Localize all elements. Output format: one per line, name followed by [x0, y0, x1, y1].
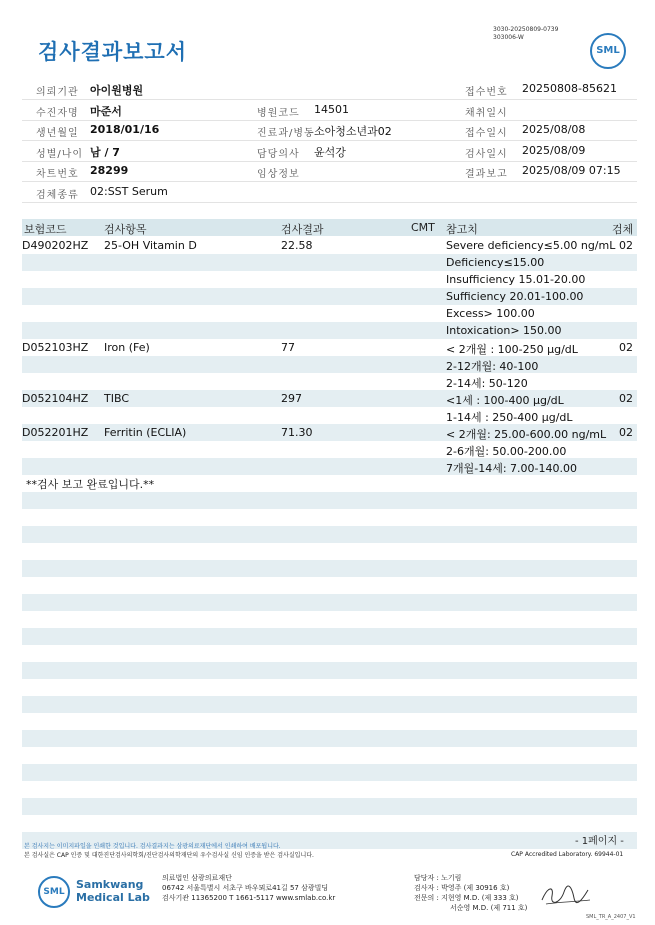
row-ref: < 2개월 : 100-250 μg/dL — [446, 343, 578, 356]
dept-label: 진료과/병동 — [257, 128, 315, 139]
sml-brand-logo: SML — [38, 876, 70, 908]
row-ref: Insufficiency 15.01-20.00 — [446, 273, 586, 286]
birth-label: 생년월일 — [36, 128, 79, 139]
info-row-2 — [22, 100, 637, 121]
form-code: SML_TR_A_2407_V1 — [586, 914, 636, 920]
table-stripe — [22, 696, 637, 713]
row-item: TIBC — [104, 392, 129, 405]
header-ref: 참고치 — [446, 223, 478, 236]
test-date-label: 검사일시 — [465, 149, 508, 160]
cap-accreditation: CAP Accredited Laboratory. 69944-01 — [511, 851, 624, 858]
chart-no-label: 차트번호 — [36, 169, 79, 180]
org-address: 06742 서울특별시 서초구 바우뫼로41길 57 삼광빌딩 — [162, 884, 329, 892]
row-specimen: 02 — [619, 239, 633, 252]
row-ref: 7개월-14세: 7.00-140.00 — [446, 462, 577, 475]
info-row-3 — [22, 120, 637, 141]
table-stripe — [22, 560, 637, 577]
table-stripe — [22, 764, 637, 781]
header-item: 검사항목 — [104, 223, 147, 236]
results-table-header — [22, 219, 637, 236]
patient-label: 수진자명 — [36, 108, 79, 119]
row-ref: Deficiency≤15.00 — [446, 256, 545, 269]
footer-note-2: 본 검사실은 CAP 인증 및 대한진단검사의학회/진단검사의학재단의 우수검사실 신임 인증을 받은 검사실입니다. — [24, 852, 314, 859]
table-stripe — [22, 492, 637, 509]
brand-name — [76, 878, 150, 904]
org-info — [162, 873, 335, 903]
institution-value: 아이원병원 — [90, 84, 144, 97]
hospital-code-value: 14501 — [314, 103, 349, 116]
completion-message: **검사 보고 완료입니다.** — [26, 478, 155, 491]
table-stripe — [22, 662, 637, 679]
table-stripe — [22, 594, 637, 611]
staff-info — [414, 873, 527, 913]
row-ref: 2-12개월: 40-100 — [446, 360, 539, 373]
birth-value: 2018/01/16 — [90, 123, 160, 136]
test-date-value: 2025/08/09 — [522, 144, 586, 157]
row-specimen: 02 — [619, 392, 633, 405]
row-ref: Severe deficiency≤5.00 ng/mL — [446, 239, 616, 252]
staff-tester: 검사자 : 박영주 (제 30916 호) — [414, 884, 510, 892]
page-title: 검사결과보고서 — [38, 40, 188, 64]
sex-age-label: 성별/나이 — [36, 149, 84, 160]
receipt-no-value: 20250808-85621 — [522, 82, 617, 95]
table-stripe — [22, 526, 637, 543]
row-item: 25-OH Vitamin D — [104, 239, 197, 252]
table-stripe — [22, 628, 637, 645]
header-code: 보험코드 — [24, 223, 67, 236]
table-stripe — [22, 254, 637, 271]
row-ref: Intoxication> 150.00 — [446, 324, 562, 337]
table-stripe — [22, 730, 637, 747]
table-stripe — [22, 356, 637, 373]
specimen-label: 검체종류 — [36, 190, 79, 201]
header-result: 검사결과 — [281, 223, 324, 236]
org-contact: 검사기관 11365200 T 1661-5117 www.smlab.co.kr — [162, 894, 336, 902]
header-cmt: CMT — [411, 221, 435, 234]
row-code: D490202HZ — [22, 239, 89, 252]
doctor-label: 담당의사 — [257, 149, 300, 160]
row-result: 297 — [281, 392, 302, 405]
row-code: D052103HZ — [22, 341, 89, 354]
row-specimen: 02 — [619, 341, 633, 354]
dept-value: 소아청소년과02 — [314, 125, 392, 138]
row-specimen: 02 — [619, 426, 633, 439]
info-row-1 — [22, 79, 637, 100]
staff-specialist-2: 서순영 M.D. (제 711 호) — [450, 904, 528, 912]
receipt-date-value: 2025/08/08 — [522, 123, 586, 136]
table-stripe — [22, 798, 637, 815]
org-name: 의료법인 삼광의료재단 — [162, 874, 232, 882]
row-result: 77 — [281, 341, 295, 354]
row-ref: Sufficiency 20.01-100.00 — [446, 290, 584, 303]
row-ref: Excess> 100.00 — [446, 307, 535, 320]
doctor-value: 윤석강 — [314, 146, 346, 159]
clinical-label: 임상정보 — [257, 169, 300, 180]
document-code — [493, 26, 558, 42]
row-code: D052104HZ — [22, 392, 89, 405]
row-ref: <1세 : 100-400 μg/dL — [446, 394, 564, 407]
brand-line-1: Samkwang — [76, 878, 144, 891]
row-ref: < 2개월: 25.00-600.00 ng/mL — [446, 428, 607, 441]
row-ref: 2-6개월: 50.00-200.00 — [446, 445, 567, 458]
patient-value: 마준서 — [90, 105, 122, 118]
sex-age-value: 남 / 7 — [90, 146, 120, 159]
header-specimen: 검체 — [612, 223, 634, 236]
report-date-value: 2025/08/09 07:15 — [522, 164, 621, 177]
row-ref: 1-14세 : 250-400 μg/dL — [446, 411, 573, 424]
row-item: Iron (Fe) — [104, 341, 150, 354]
document-code-1: 3030-20250809-0739 — [493, 26, 559, 33]
specimen-value: 02:SST Serum — [90, 185, 168, 198]
brand-line-2: Medical Lab — [76, 891, 150, 904]
row-ref: 2-14세: 50-120 — [446, 377, 528, 390]
sml-logo: SML — [590, 33, 626, 69]
row-result: 71.30 — [281, 426, 313, 439]
staff-specialist-1: 전문의 : 지현영 M.D. (제 333 호) — [414, 894, 519, 902]
row-item: Ferritin (ECLIA) — [104, 426, 187, 439]
row-result: 22.58 — [281, 239, 313, 252]
chart-no-value: 28299 — [90, 164, 129, 177]
staff-manager: 담당자 : 노기림 — [414, 874, 462, 882]
row-code: D052201HZ — [22, 426, 89, 439]
info-row-5 — [22, 161, 637, 182]
info-row-4 — [22, 141, 637, 162]
report-date-label: 결과보고 — [465, 169, 508, 180]
document-code-2: 303006-W — [493, 34, 524, 41]
hospital-code-label: 병원코드 — [257, 108, 300, 119]
institution-label: 의뢰기관 — [36, 87, 79, 98]
page-number: - 1페이지 - — [575, 836, 624, 847]
footer-note-1: 본 검사지는 이미지파일을 인쇄한 것입니다. 검사결과지는 삼광의료재단에서 인쇄하여 배포됩니다. — [24, 843, 281, 850]
collect-date-label: 채취일시 — [465, 108, 508, 119]
signature — [538, 880, 594, 908]
receipt-no-label: 접수번호 — [465, 87, 508, 98]
receipt-date-label: 접수일시 — [465, 128, 508, 139]
info-row-6 — [22, 182, 637, 203]
